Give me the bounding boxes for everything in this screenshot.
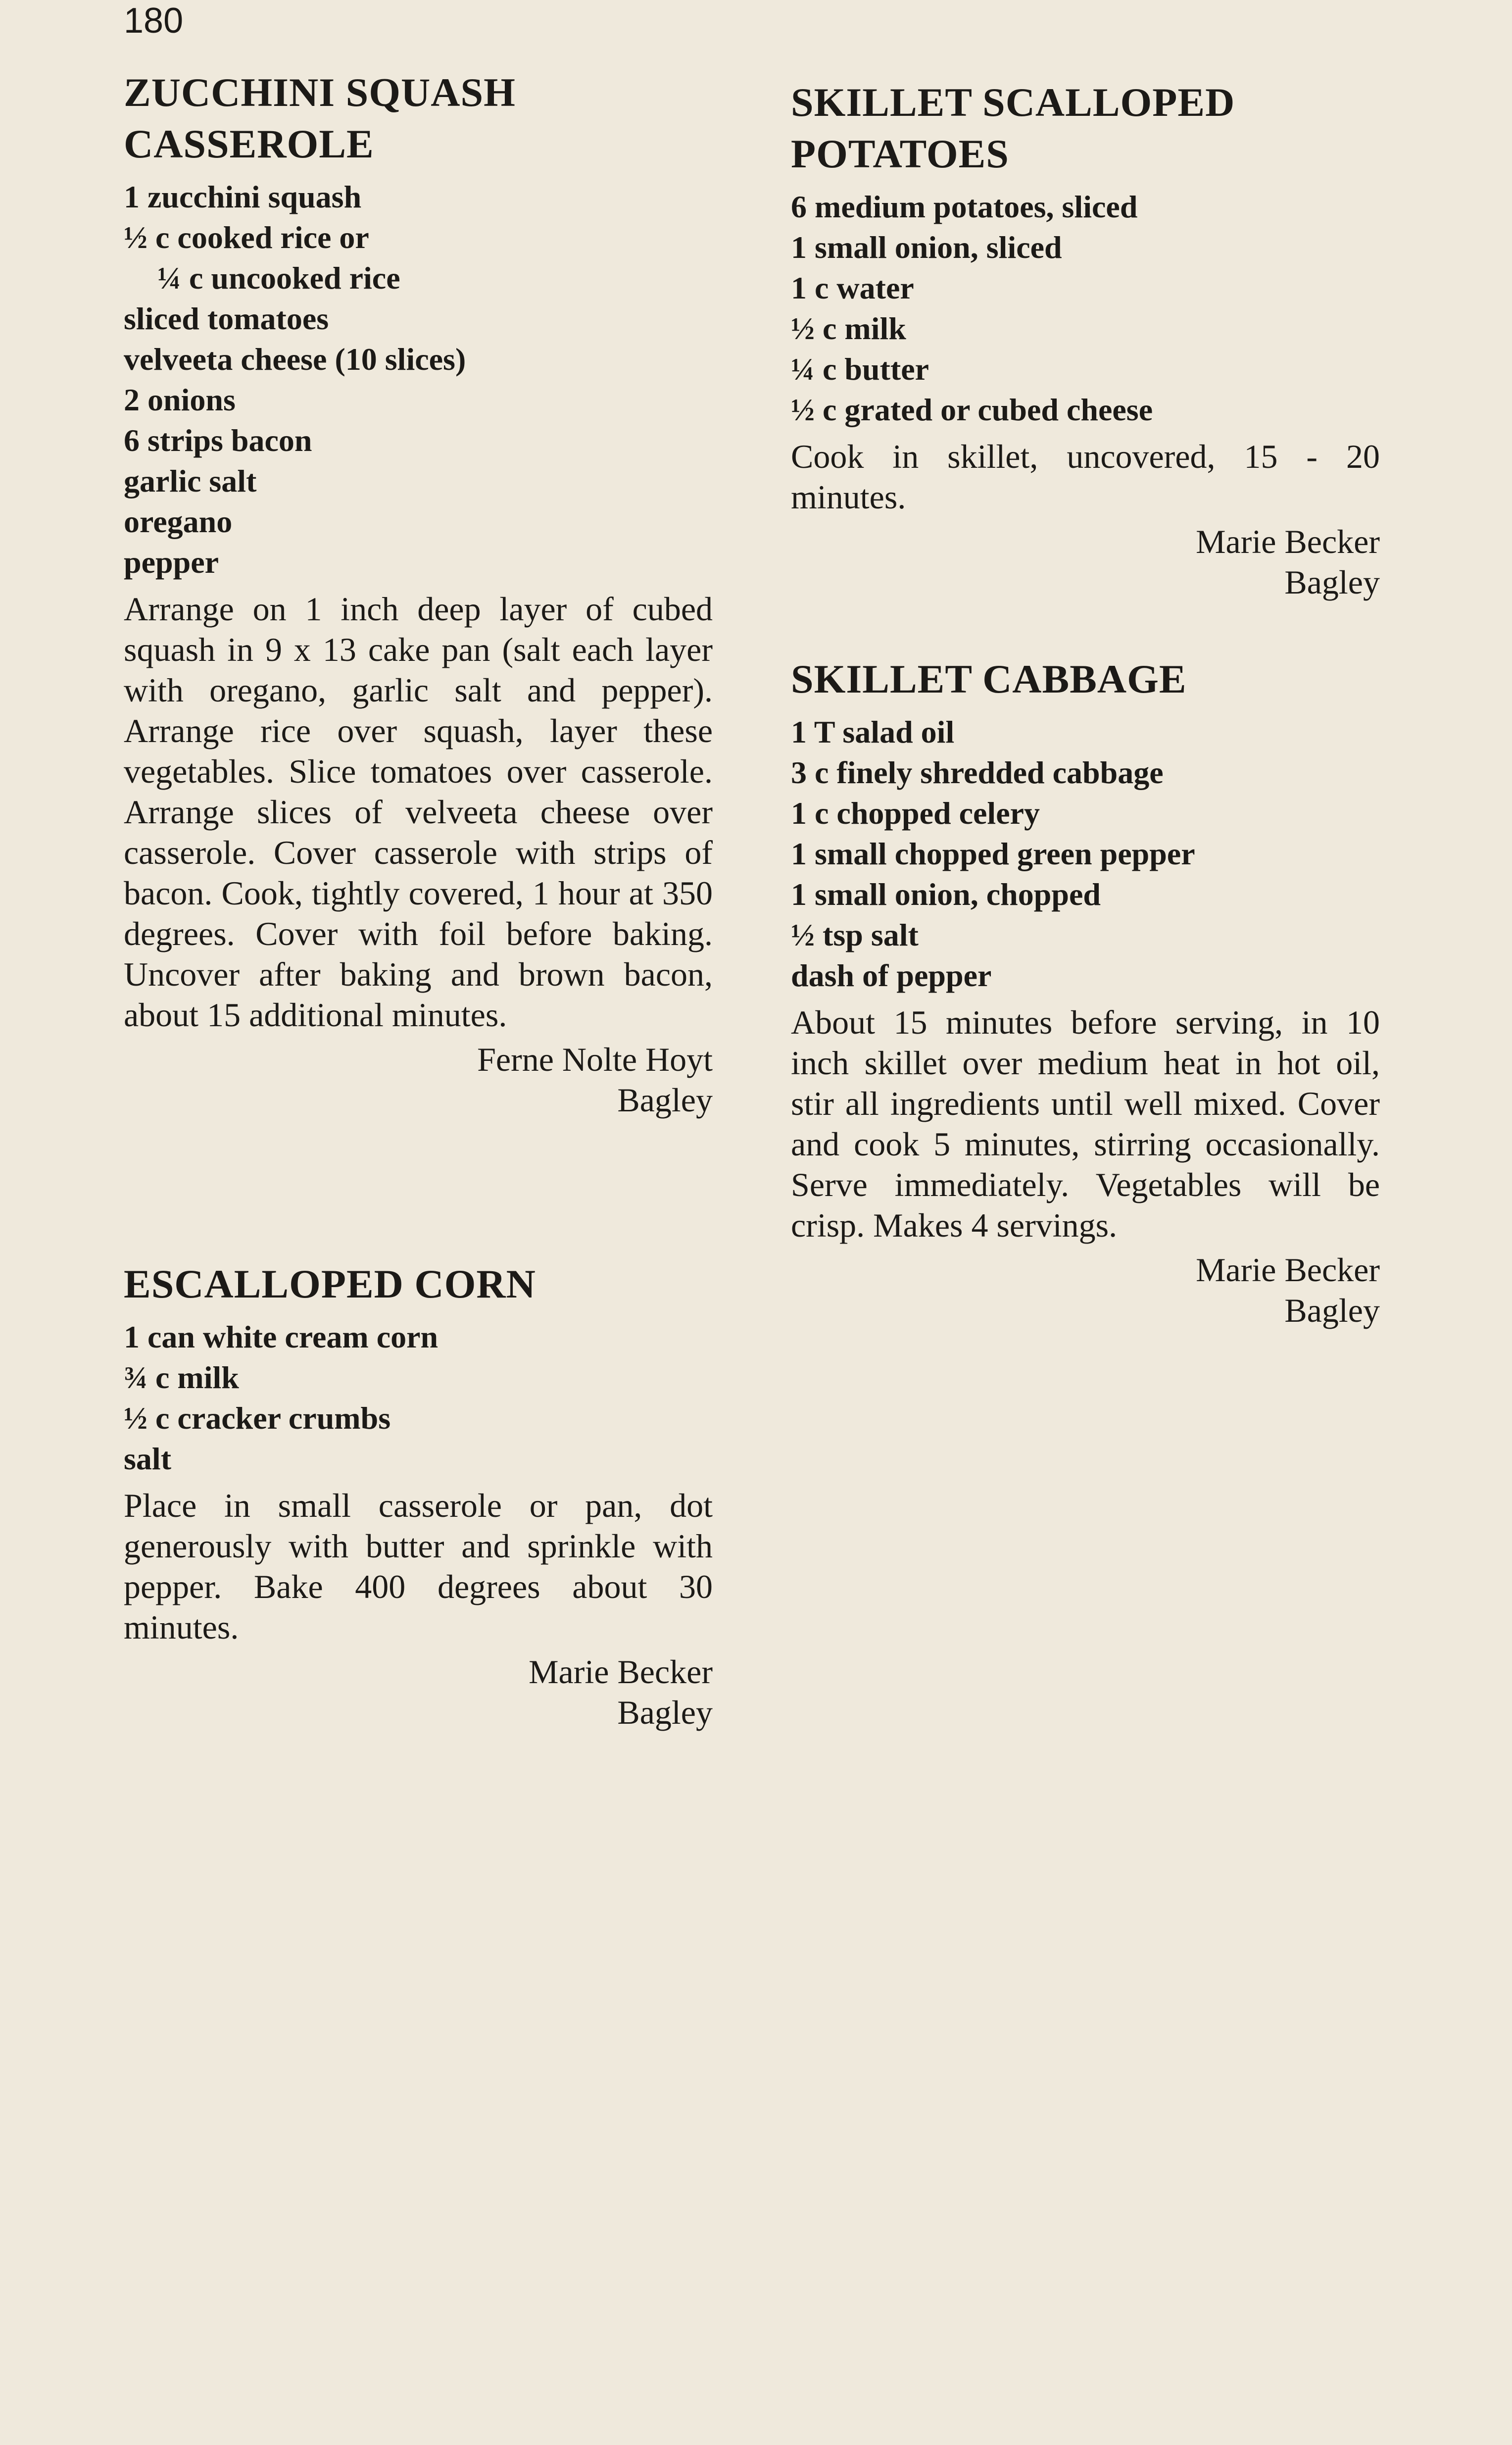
ingredient-item: 6 strips bacon: [124, 423, 312, 458]
ingredient-item: 1 small onion, chopped: [791, 877, 1101, 912]
credit-author: Ferne Nolte Hoyt: [477, 1041, 713, 1078]
ingredient-item: ½ tsp salt: [791, 917, 919, 952]
ingredient-item: 1 zucchini squash: [124, 179, 362, 214]
recipe-title: ZUCCHINI SQUASH CASSEROLE: [124, 70, 516, 166]
recipe-credit: [124, 1651, 713, 1733]
recipe-directions: Cook in skillet, uncovered, 15 - 20 minutes.: [791, 438, 1380, 516]
ingredient-item: ¼ c uncooked rice: [157, 260, 400, 296]
ingredient-item: 1 T salad oil: [791, 714, 955, 749]
credit-town: Bagley: [1284, 563, 1380, 601]
credit-author: Marie Becker: [1196, 1251, 1380, 1289]
ingredient-list: [791, 712, 1380, 996]
ingredient-item: oregano: [124, 504, 233, 539]
recipe-credit: [791, 1249, 1380, 1331]
credit-town: Bagley: [1284, 1292, 1380, 1329]
recipe-skillet-scalloped-potatoes: [791, 77, 1380, 602]
ingredient-list: [791, 187, 1380, 430]
ingredient-item: ½ c grated or cubed cheese: [791, 392, 1153, 427]
recipe-directions: Place in small casserole or pan, dot generously with butter and sprinkle with pepper. Bake 400 degrees about 30 minutes.: [124, 1487, 713, 1646]
credit-author: Marie Becker: [1196, 523, 1380, 560]
credit-town: Bagley: [617, 1081, 713, 1119]
ingredient-item: 1 small onion, sliced: [791, 230, 1062, 265]
recipe-credit: [791, 521, 1380, 602]
credit-author: Marie Becker: [529, 1653, 713, 1691]
ingredient-item: pepper: [124, 545, 219, 580]
ingredient-item: ½ c milk: [791, 311, 906, 346]
ingredient-item: 1 c water: [791, 270, 914, 305]
recipe-credit: [124, 1039, 713, 1120]
ingredient-item: ½ c cracker crumbs: [124, 1400, 391, 1436]
recipe-directions: Arrange on 1 inch deep layer of cubed squash in 9 x 13 cake pan (salt each layer with oregano, garlic salt and pepper). Arrange rice over squash, layer these vegetables. Slice tomatoes over casserole. Arrange slices of velveeta cheese over casserole. Cover casserole with strips of bacon. Cook, tightly covered, 1 hour at 350 degrees. Cover with foil before baking. Uncover after baking and brown bacon, about 15 additional minutes.: [124, 590, 713, 1034]
ingredient-item: velveeta cheese (10 slices): [124, 342, 466, 377]
ingredient-item: salt: [124, 1441, 171, 1476]
recipe-zucchini-squash-casserole: [124, 67, 713, 1120]
recipe-skillet-cabbage: [791, 653, 1380, 1331]
ingredient-item: ¾ c milk: [124, 1360, 239, 1395]
recipe-title: ESCALLOPED CORN: [124, 1261, 536, 1306]
credit-town: Bagley: [617, 1694, 713, 1731]
recipe-directions: About 15 minutes before serving, in 10 inch skillet over medium heat in hot oil, stir all ingredients until well mixed. Cover and cook 5 minutes, stirring occasionally. Serve immediately. Vegetables will be crisp. Makes 4 servings.: [791, 1003, 1380, 1244]
recipe-title: SKILLET SCALLOPED POTATOES: [791, 80, 1235, 176]
ingredient-list: [124, 177, 713, 583]
ingredient-item: ¼ c butter: [791, 351, 929, 387]
recipe-title: SKILLET CABBAGE: [791, 656, 1187, 701]
ingredient-item: 3 c finely shredded cabbage: [791, 755, 1164, 790]
ingredient-item: ½ c cooked rice or: [124, 220, 369, 255]
page-number: 180: [124, 1, 184, 41]
ingredient-list: [124, 1317, 713, 1479]
ingredient-item: 1 can white cream corn: [124, 1319, 439, 1354]
ingredient-item: dash of pepper: [791, 958, 992, 993]
ingredient-item: sliced tomatoes: [124, 301, 329, 336]
recipe-escalloped-corn: [124, 1258, 713, 1733]
ingredient-item: 1 small chopped green pepper: [791, 836, 1195, 871]
ingredient-item: 1 c chopped celery: [791, 796, 1040, 831]
ingredient-item: garlic salt: [124, 463, 257, 499]
ingredient-item: 6 medium potatoes, sliced: [791, 189, 1138, 224]
ingredient-item: 2 onions: [124, 382, 236, 417]
